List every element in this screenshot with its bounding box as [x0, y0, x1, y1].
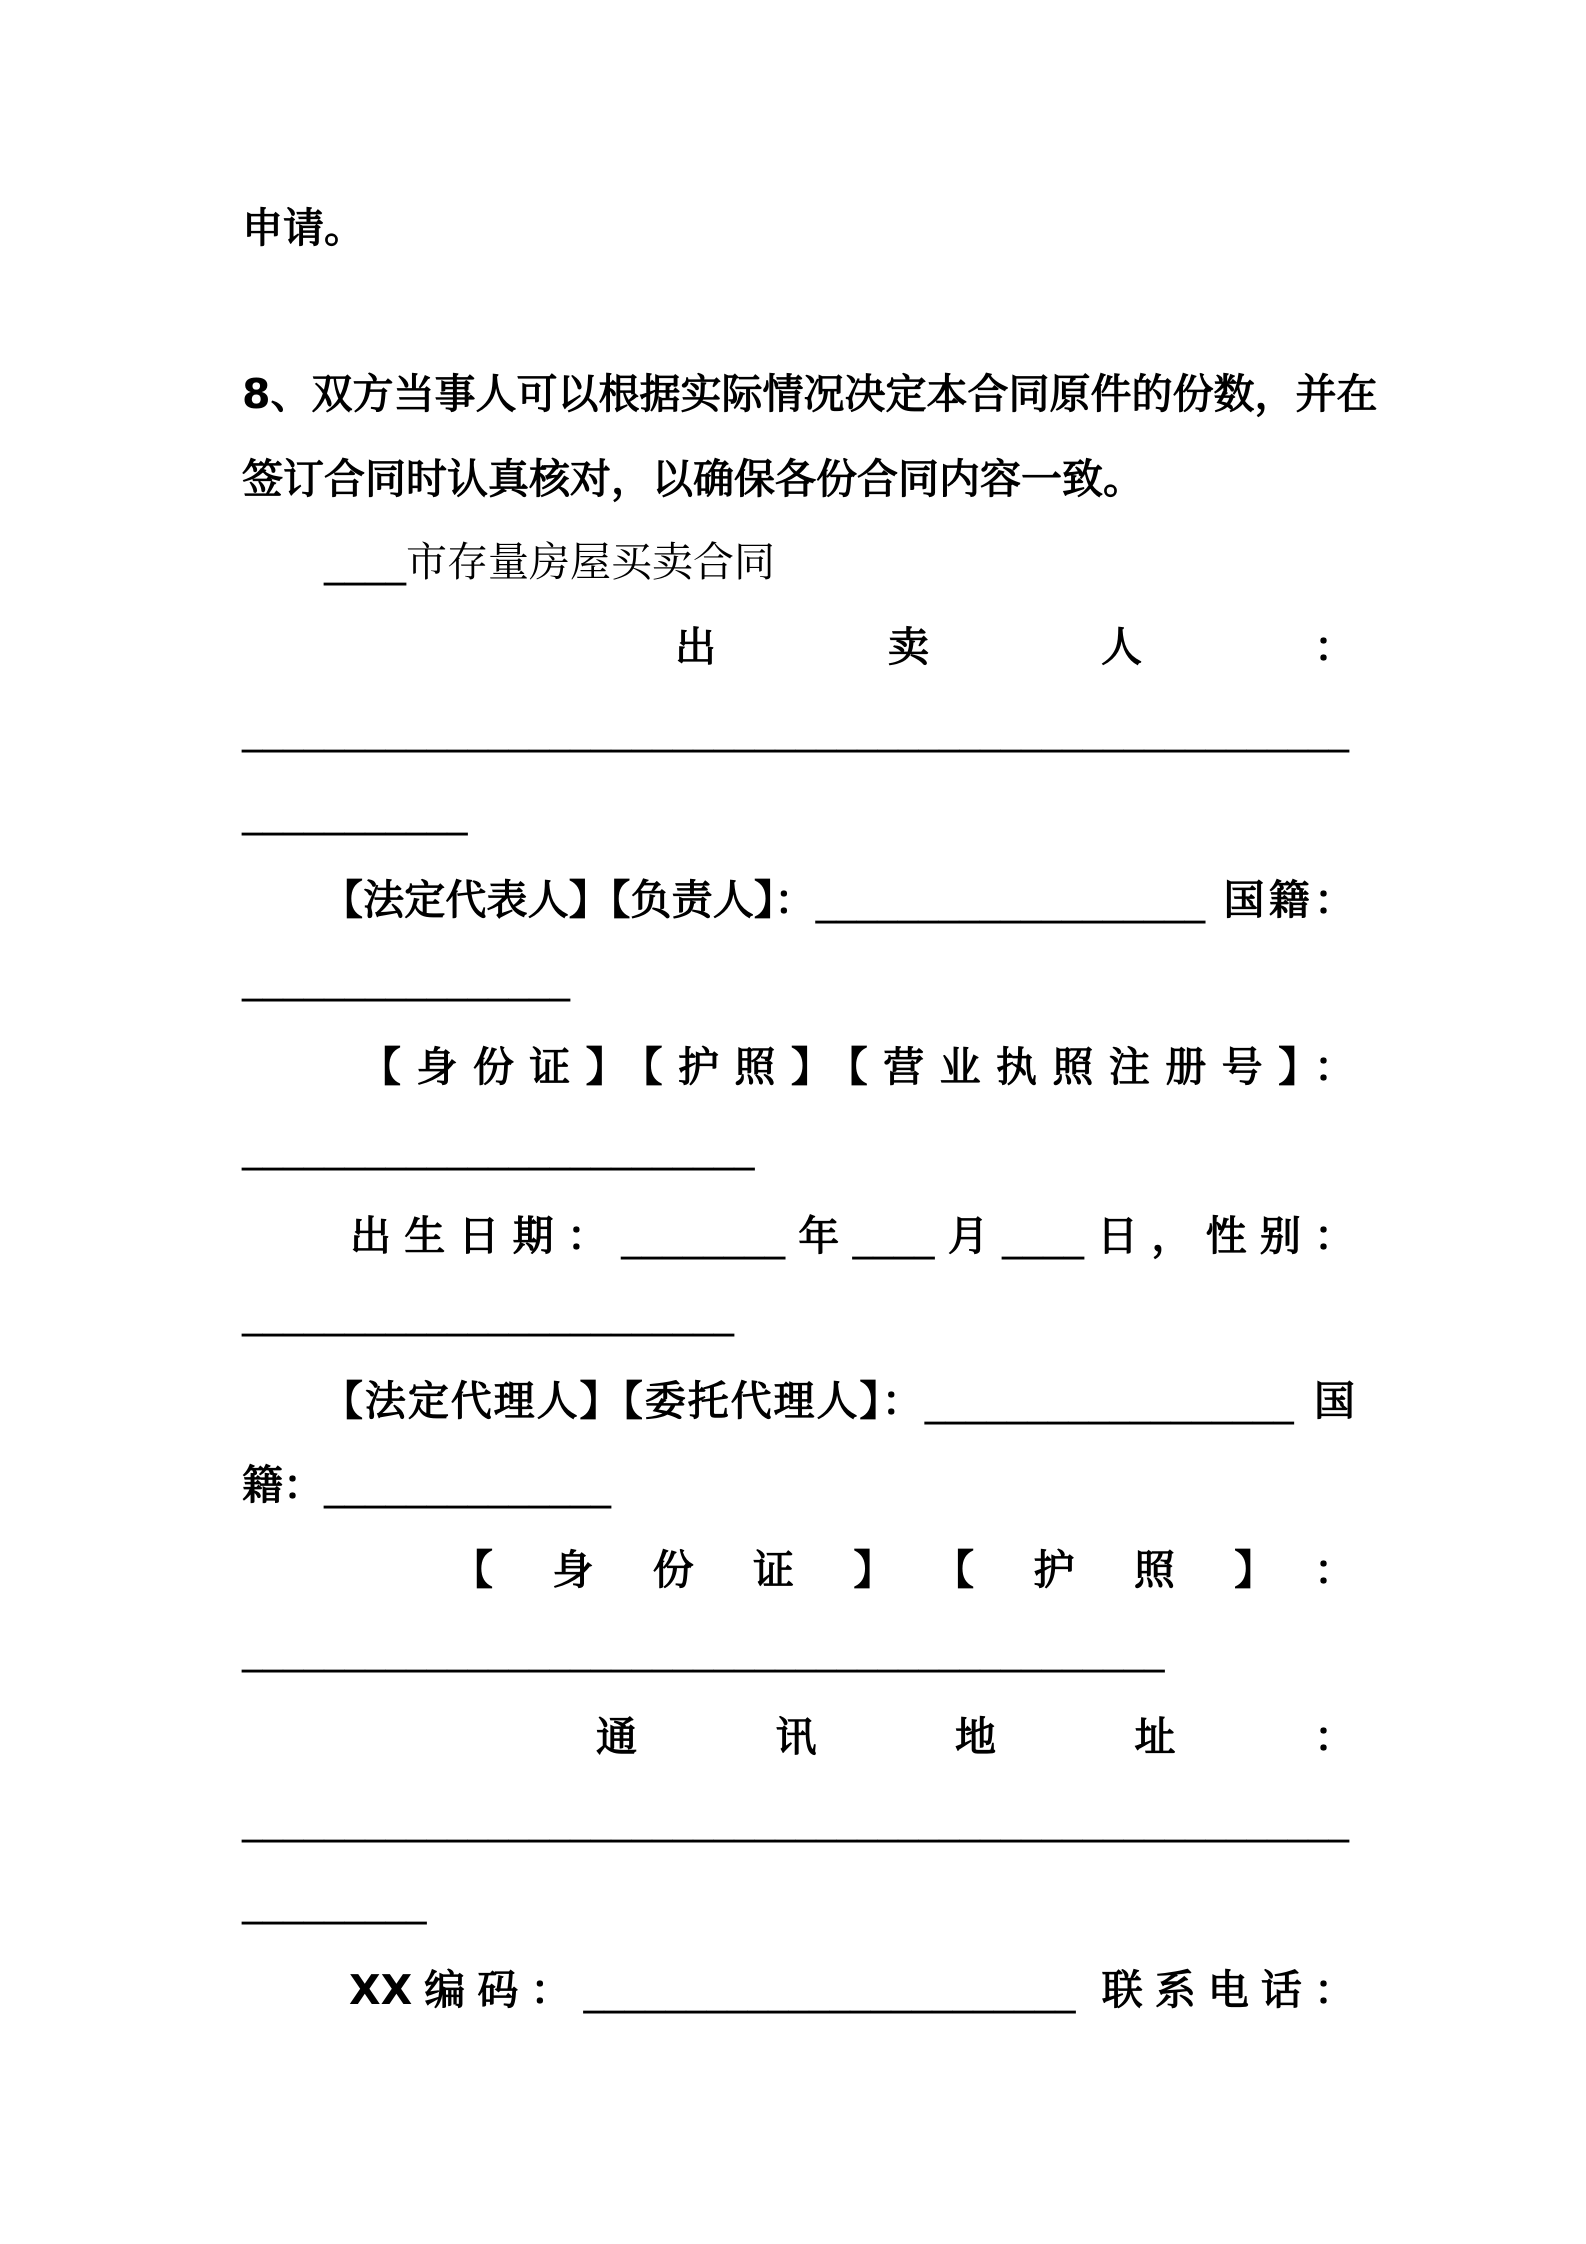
birth-day-blank: ____ — [1001, 1212, 1084, 1260]
day-unit: 日， — [1083, 1212, 1206, 1260]
month-unit: 月 — [934, 1212, 1002, 1260]
birth-year-blank: ________ — [621, 1212, 786, 1260]
id-blank: _________________________ — [242, 1123, 755, 1171]
seller-name-blank-2: ___________ — [242, 788, 468, 836]
seller-label: 出卖人： — [675, 623, 1355, 671]
address-label: 通讯地址： — [596, 1713, 1355, 1761]
agent-nationality-label-end: 籍： — [242, 1461, 324, 1509]
postcode-label: XX编码： — [349, 1966, 584, 2014]
postcode-phone-line — [349, 1948, 1355, 2032]
postcode-blank: ________________________ — [583, 1966, 1076, 2014]
birth-month-blank: ____ — [852, 1212, 935, 1260]
clause-8-line-1: 8、双方当事人可以根据实际情况决定本合同原件的份数，并在 — [242, 370, 1378, 418]
seller-name-blank-1: ______________________________________________________ — [242, 705, 1349, 753]
id-label: 【身份证】【护照】【营业执照注册号】： — [360, 1043, 1355, 1091]
agent-blank: __________________ — [924, 1377, 1294, 1425]
agent-label: 【法定代理人】【委托代理人】： — [322, 1377, 925, 1425]
agent-id-label: 【身份证】【护照】： — [452, 1546, 1355, 1594]
previous-clause-end: 申请。 — [242, 204, 365, 252]
representative-blank: ___________________ — [815, 876, 1206, 924]
clause-8-line-2: 签订合同时认真核对，以确保各份合同内容一致。 — [242, 455, 1144, 503]
contract-title: ____市存量房屋买卖合同 — [324, 538, 775, 586]
seller-representative-line — [322, 858, 1355, 942]
address-blank-2: _________ — [242, 1877, 427, 1925]
agent-line — [322, 1359, 1355, 1443]
birth-label: 出生日期： — [350, 1212, 622, 1260]
year-unit: 年 — [785, 1212, 853, 1260]
birth-gender-line — [350, 1194, 1355, 1278]
agent-nationality-line — [242, 1443, 611, 1527]
phone-label: 联系电话： — [1075, 1966, 1355, 2014]
address-blank-1: ______________________________________________________ — [242, 1795, 1349, 1843]
gender-blank: ________________________ — [242, 1289, 734, 1337]
gender-label: 性别： — [1205, 1212, 1356, 1260]
agent-nationality-blank: ______________ — [324, 1461, 611, 1509]
nationality-label: 国籍： — [1205, 876, 1355, 924]
agent-id-blank: _____________________________________________ — [242, 1625, 1165, 1673]
representative-label: 【法定代表人】【负责人】： — [322, 876, 816, 924]
agent-nationality-label-start: 国 — [1293, 1377, 1356, 1425]
nationality-blank: ________________ — [242, 954, 570, 1002]
